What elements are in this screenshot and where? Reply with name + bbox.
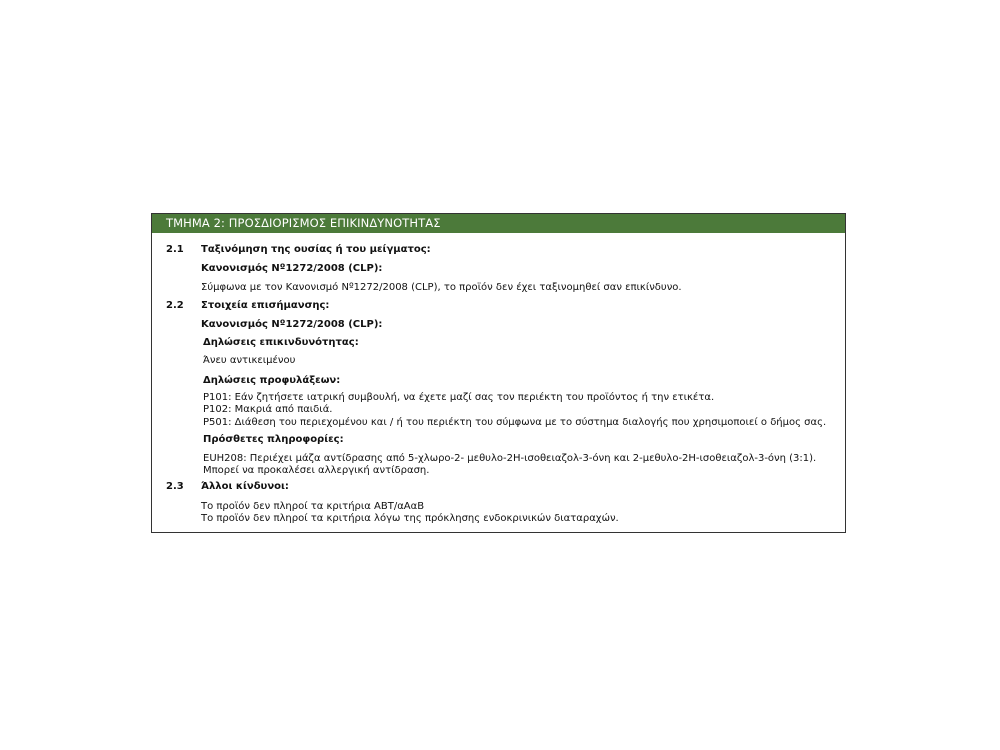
subsection-heading: Στοιχεία επισήμανσης: [201, 300, 330, 311]
precaution-statements-heading: Δηλώσεις προφυλάξεων: [203, 375, 341, 386]
subsection-number: 2.1 [166, 244, 184, 255]
classification-text: Σύμφωνα με τον Κανονισμό Nº1272/2008 (CLP), το προϊόν δεν έχει ταξινομηθεί σαν επικίνδυνο. [201, 282, 682, 293]
subsection-heading: Άλλοι κίνδυνοι: [201, 481, 289, 492]
precaution-p102: P102: Μακριά από παιδιά. [203, 404, 333, 415]
euh208-text: EUH208: Περιέχει μάζα αντίδρασης από 5-χλωρο-2- μεθυλο-2Η-ισοθειαζολ-3-όνη και 2-μεθυλο-2Η-ισοθειαζολ-3-όνη (3:1). Μπορεί να προκαλέσει αλλεργική αντίδραση. [203, 453, 817, 476]
other-hazards-line1: Το προϊόν δεν πληροί τα κριτήρια ΑΒΤ/αΑαΒ [201, 501, 425, 512]
regulation-heading: Κανονισμός Nº1272/2008 (CLP): [201, 263, 383, 274]
subsection-heading: Ταξινόμηση της ουσίας ή του μείγματος: [201, 244, 431, 255]
extra-info-heading: Πρόσθετες πληροφορίες: [203, 434, 344, 445]
other-hazards-line2: Το προϊόν δεν πληροί τα κριτήρια λόγω της πρόκλησης ενδοκρινικών διαταραχών. [201, 513, 619, 524]
section-box [151, 213, 846, 533]
precaution-p101: P101: Εάν ζητήσετε ιατρική συμβουλή, να έχετε μαζί σας τον περιέκτη του προϊόντος ή την ετικέτα. [203, 392, 715, 403]
subsection-number: 2.2 [166, 300, 184, 311]
section-header: ΤΜΗΜΑ 2: ΠΡΟΣΔΙΟΡΙΣΜΟΣ ΕΠΙΚΙΝΔΥΝΟΤΗΤΑΣ [152, 214, 845, 233]
subsection-number: 2.3 [166, 481, 184, 492]
hazard-statements-heading: Δηλώσεις επικινδυνότητας: [203, 337, 359, 348]
precaution-p501: P501: Διάθεση του περιεχομένου και / ή του περιέκτη του σύμφωνα με το σύστημα διαλογής που χρησιμοποιεί ο δήμος σας. [203, 417, 827, 428]
regulation-heading: Κανονισμός Nº1272/2008 (CLP): [201, 319, 383, 330]
hazard-statements-text: Άνευ αντικειμένου [203, 355, 296, 366]
